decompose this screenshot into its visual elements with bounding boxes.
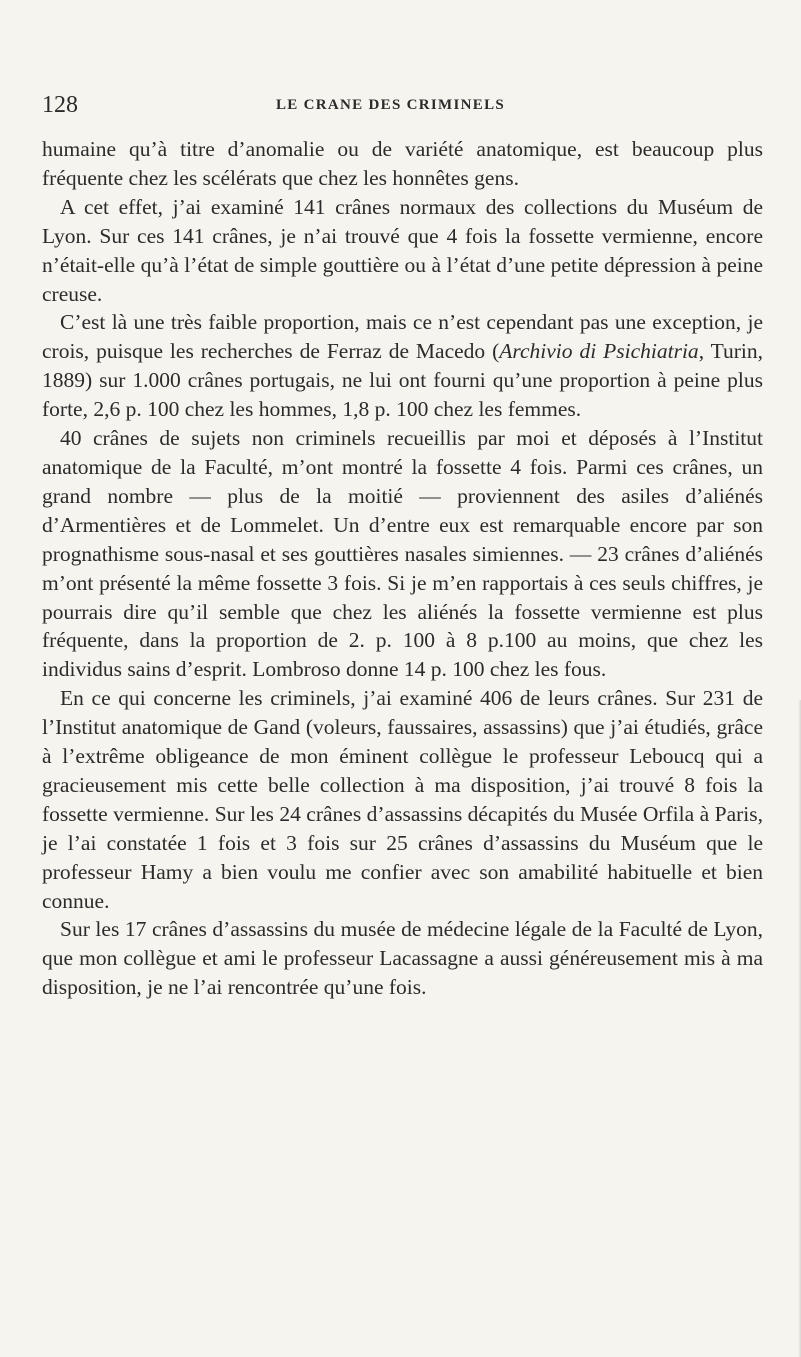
paragraph-continuation: humaine qu’à titre d’anomalie ou de variété anatomique, est beaucoup plus fréquente chez les scélérats que chez les honnêtes gens. [42, 137, 763, 190]
running-header [42, 91, 759, 119]
paragraph-criminal-skulls: En ce qui concerne les criminels, j’ai examiné 406 de leurs crânes. Sur 231 de l’Institut anatomique de Gand (voleurs, faussaires, assassins) que j’ai étudiés, grâce à l’extrême obligeance de mon éminent collègue le professeur Leboucq qui a gracieusement mis cette belle collection à ma disposition, j’ai trouvé 8 fois la fossette vermienne. Sur les 24 crânes d’assassins décapités du Musée Orfila à Paris, je l’ai constatée 1 fois et 3 fois sur 25 crânes d’assassins du Muséum que le professeur Hamy a bien voulu me confier avec son amabilité habituelle et bien connue. [42, 686, 763, 913]
body-text [42, 135, 763, 1002]
paragraph-non-criminal-skulls: 40 crânes de sujets non criminels recueillis par moi et déposés à l’Institut anatomique de la Faculté, m’ont montré la fossette 4 fois. Parmi ces crânes, un grand nombre — plus de la moitié — proviennent des asiles d’aliénés d’Armentières et de Lommelet. Un d’entre eux est remarquable encore par son prognathisme sous-nasal et ses gouttières nasales simiennes. — 23 crânes d’aliénés m’ont présenté la même fossette 3 fois. Si je m’en rapportais à ces seuls chiffres, je pourrais dire qu’il semble que chez les aliénés la fossette vermienne est plus fréquente, dans la proportion de 2. p. 100 à 8 p.100 au moins, que chez les individus sains d’esprit. Lombroso donne 14 p. 100 chez les fous. [42, 426, 763, 682]
running-title: LE CRANE DES CRIMINELS [275, 97, 506, 113]
paragraph-lyon-museum: A cet effet, j’ai examiné 141 crânes normaux des collections du Muséum de Lyon. Sur ces 141 crânes, je n’ai trouvé que 4 fois la fossette vermienne, encore n’était-elle qu’à l’état de simple gouttière ou à l’état d’une petite dépression à peine creuse. [42, 194, 763, 306]
paragraph-lyon-legal-medicine: Sur les 17 crânes d’assassins du musée de médecine légale de la Faculté de Lyon, que mon collègue et ami le professeur Lacassagne a aussi généreusement mis à ma disposition, je ne l’ai rencontrée qu’une fois. [42, 917, 763, 1000]
paragraph-ferraz-de-macedo: C’est là une très faible proportion, mais ce n’est cependant pas une exception, je crois, puisque les recherches de Ferraz de Macedo (Archivio di Psichiatria, Turin, 1889) sur 1.000 crânes portugais, ne lui ont fourni qu’une proportion à peine plus forte, 2,6 p. 100 chez les hommes, 1,8 p. 100 chez les femmes. [42, 310, 764, 422]
page-number: 128 [42, 92, 78, 118]
journal-title: Archivio di Psichiatria [499, 339, 699, 364]
